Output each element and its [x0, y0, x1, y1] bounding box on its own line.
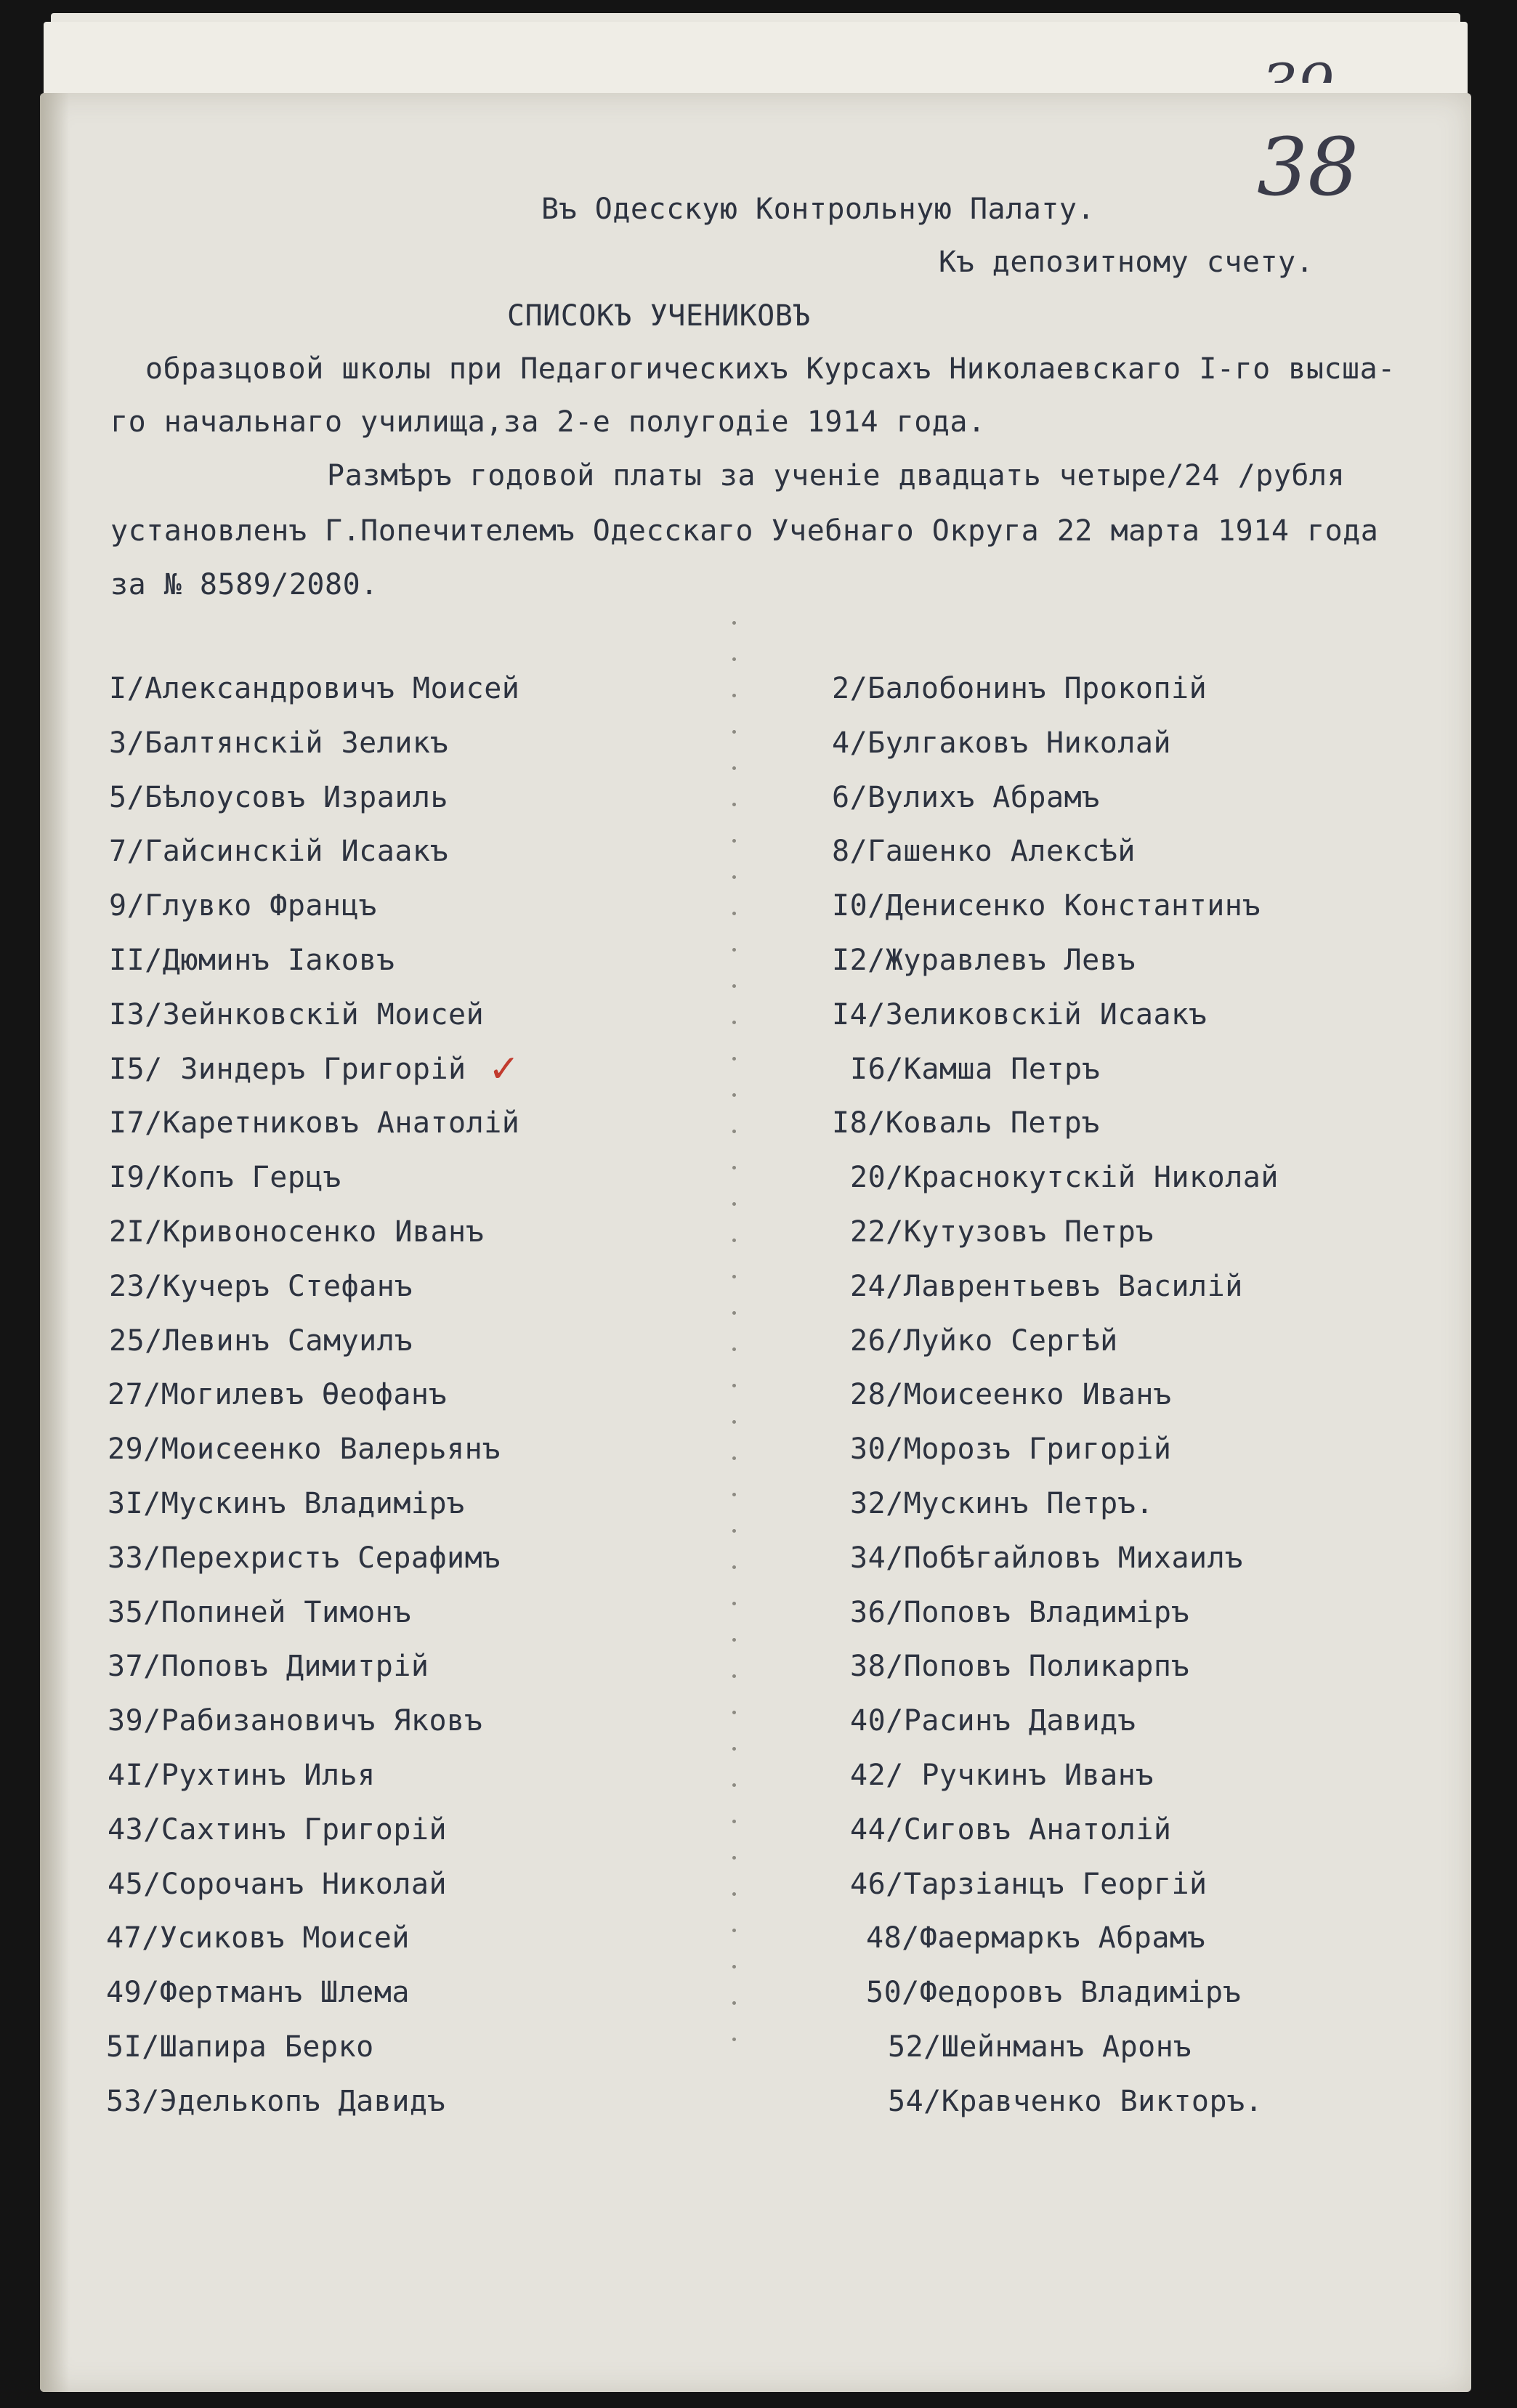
fold-dot [732, 2038, 736, 2041]
fold-dot [732, 1420, 736, 1424]
fold-dot [732, 657, 736, 661]
student-entry: 42/ Ручкинъ Иванъ [850, 1759, 1154, 1792]
student-entry: I6/Камша Петръ [850, 1053, 1101, 1086]
fold-dot [732, 1130, 736, 1133]
student-entry: I0/Денисенко Константинъ [832, 889, 1261, 923]
student-entry: 30/Морозъ Григорій [850, 1432, 1172, 1466]
student-entry: 3I/Мускинъ Владиміръ [108, 1487, 465, 1520]
fold-dot [732, 1929, 736, 1932]
student-entry: 34/Побѣгайловъ Михаилъ [850, 1541, 1243, 1575]
student-entry: I5/ Зиндеръ Григорій [109, 1053, 466, 1086]
student-entry: 2/Балобонинъ Прокопій [832, 672, 1207, 705]
student-entry: 5I/Шапира Берко [106, 2030, 374, 2064]
fold-dot [732, 1384, 736, 1387]
student-entry: 39/Рабизановичъ Яковъ [108, 1704, 483, 1738]
student-entry: I4/Зеликовскій Исаакъ [832, 998, 1207, 1031]
addressee: Въ Одесскую Контрольную Палату. [541, 192, 1096, 226]
student-entry: 28/Моисеенко Иванъ [850, 1378, 1172, 1411]
student-entry: 38/Поповъ Поликарпъ [850, 1650, 1190, 1683]
fold-dot [732, 1275, 736, 1278]
fold-dot [732, 1783, 736, 1787]
student-entry: 40/Расинъ Давидъ [850, 1704, 1136, 1738]
fold-dot [732, 1711, 736, 1714]
fold-dot [732, 1021, 736, 1024]
account-line: Къ депозитному счету. [939, 246, 1314, 279]
fold-dot [732, 1202, 736, 1206]
page-number: 38 [1257, 121, 1359, 214]
fold-dot [732, 1493, 736, 1496]
fold-dot [732, 621, 736, 625]
student-entry: 35/Попиней Тимонъ [108, 1596, 411, 1629]
student-entry: 26/Луйко Сергѣй [850, 1324, 1118, 1358]
red-check-mark-icon: ✓ [488, 1047, 520, 1091]
fold-dot [732, 803, 736, 806]
student-entry: 53/Эделькопъ Давидъ [106, 2085, 446, 2118]
fold-dot [732, 1856, 736, 1860]
student-entry: 54/Кравченко Викторъ. [888, 2085, 1263, 2118]
fold-dot [732, 730, 736, 734]
student-entry: 32/Мускинъ Петръ. [850, 1487, 1154, 1520]
student-entry: I8/Коваль Петръ [832, 1106, 1100, 1140]
sheet-edge-shadow [40, 93, 69, 2392]
student-entry: 27/Могилевъ Ѳеофанъ [108, 1378, 448, 1411]
fold-dot [732, 1565, 736, 1569]
student-entry: I3/Зейнковскій Моисей [109, 998, 485, 1031]
fold-dot [732, 1820, 736, 1823]
student-entry: 52/Шейнманъ Аронъ [888, 2030, 1192, 2064]
fold-dot [732, 1747, 736, 1751]
fold-dot [732, 1602, 736, 1605]
student-entry: 4/Булгаковъ Николай [832, 726, 1172, 760]
student-entry: I7/Каретниковъ Анатолій [109, 1106, 520, 1140]
fold-dot [732, 839, 736, 843]
fold-dot [732, 1529, 736, 1533]
fold-dot [732, 1239, 736, 1242]
fold-dot [732, 1311, 736, 1315]
student-entry: I9/Копъ Герцъ [109, 1161, 341, 1194]
fold-dot [732, 1166, 736, 1169]
fold-dot [732, 1965, 736, 1969]
student-entry: 44/Сиговъ Анатолій [850, 1813, 1172, 1846]
fold-dot [732, 1093, 736, 1097]
student-entry: 9/Глувко Францъ [109, 889, 377, 923]
student-entry: 36/Поповъ Владиміръ [850, 1596, 1190, 1629]
student-entry: 6/Вулихъ Абрамъ [832, 781, 1100, 814]
student-entry: 23/Кучеръ Стефанъ [109, 1270, 413, 1303]
fold-dot [732, 875, 736, 879]
student-entry: II/Дюминъ Іаковъ [109, 944, 395, 977]
student-entry: 7/Гайсинскій Исаакъ [109, 835, 449, 868]
fold-dot [732, 766, 736, 770]
student-entry: 20/Краснокутскій Николай [850, 1161, 1279, 1194]
student-entry: I2/Журавлевъ Левъ [832, 944, 1136, 977]
student-entry: 25/Левинъ Самуилъ [109, 1324, 413, 1358]
student-entry: 33/Перехристъ Серафимъ [108, 1541, 501, 1575]
student-entry: 5/Бѣлоусовъ Израиль [109, 781, 449, 814]
document-title: СПИСОКЪ УЧЕНИКОВЪ [507, 299, 811, 333]
student-entry: 48/Фаермаркъ Абрамъ [866, 1921, 1206, 1955]
student-entry: 4I/Рухтинъ Илья [108, 1759, 376, 1792]
student-entry: 2I/Кривоносенко Иванъ [109, 1215, 485, 1249]
student-entry: 37/Поповъ Димитрій [108, 1650, 429, 1683]
fold-dot [732, 948, 736, 952]
student-entry: 8/Гашенко Алексѣй [832, 835, 1136, 868]
student-entry: 49/Фертманъ Шлема [106, 1976, 410, 2009]
fold-dot [732, 1456, 736, 1460]
fee-line-3: за № 8589/2080. [110, 568, 379, 601]
school-line-2: го начальнаго училища,за 2-е полугодіе 1914 года. [110, 405, 986, 439]
fold-dot [732, 694, 736, 697]
fold-dot [732, 1347, 736, 1351]
student-entry: 29/Моисеенко Валерьянъ [108, 1432, 501, 1466]
student-entry: I/Александровичъ Моисей [109, 672, 520, 705]
student-entry: 43/Сахтинъ Григорій [108, 1813, 448, 1846]
fold-dots [732, 621, 738, 2074]
student-entry: 22/Кутузовъ Петръ [850, 1215, 1154, 1249]
fold-dot [732, 1057, 736, 1061]
school-line-1: образцовой школы при Педагогическихъ Курсахъ Николаевскаго I-го высша- [145, 352, 1396, 386]
student-entry: 45/Сорочанъ Николай [108, 1868, 448, 1901]
student-entry: 46/Тарзіанцъ Георгій [850, 1868, 1207, 1901]
fold-dot [732, 1674, 736, 1678]
student-entry: 3/Балтянскій Зеликъ [109, 726, 449, 760]
fold-dot [732, 2001, 736, 2005]
student-entry: 24/Лаврентьевъ Василій [850, 1270, 1243, 1303]
fee-line-2: установленъ Г.Попечителемъ Одесскаго Учебнаго Округа 22 марта 1914 года [110, 514, 1379, 548]
student-entry: 47/Усиковъ Моисей [106, 1921, 410, 1955]
fold-dot [732, 1638, 736, 1642]
fold-dot [732, 1892, 736, 1896]
student-entry: 50/Федоровъ Владиміръ [866, 1976, 1242, 2009]
fold-dot [732, 984, 736, 988]
fold-dot [732, 912, 736, 915]
fee-line-1: Размѣръ годовой платы за ученіе двадцать четыре/24 /рубля [327, 459, 1346, 492]
